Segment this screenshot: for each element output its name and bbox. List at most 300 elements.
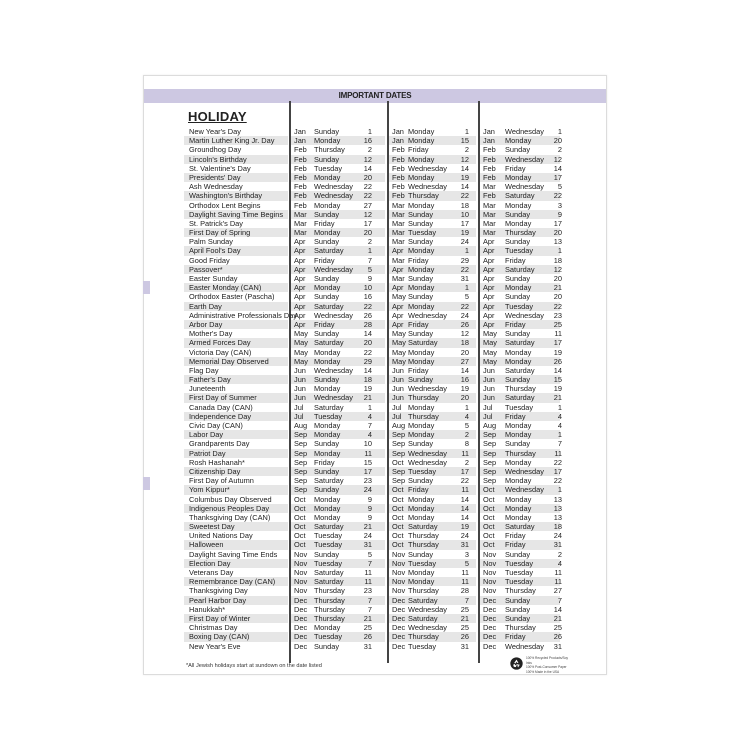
day-number: 27 bbox=[363, 200, 372, 210]
month: Apr bbox=[294, 319, 306, 329]
weekday: Sunday bbox=[408, 439, 434, 449]
month: Jul bbox=[294, 411, 304, 421]
month: Mar bbox=[392, 228, 405, 238]
month: Jun bbox=[294, 375, 306, 385]
weekday: Wednesday bbox=[314, 310, 353, 320]
holiday-name: Good Friday bbox=[189, 255, 230, 265]
day-number: 25 bbox=[363, 623, 372, 633]
weekday: Saturday bbox=[314, 402, 344, 412]
table-row bbox=[144, 550, 606, 559]
holiday-name: Orthodox Easter (Pascha) bbox=[189, 292, 275, 302]
day-number: 24 bbox=[553, 531, 562, 541]
month: Nov bbox=[294, 549, 308, 559]
weekday: Sunday bbox=[408, 329, 434, 339]
day-number: 28 bbox=[363, 319, 372, 329]
table-row bbox=[144, 338, 606, 347]
month: Jan bbox=[294, 136, 306, 146]
day-number: 20 bbox=[553, 292, 562, 302]
weekday: Monday bbox=[408, 172, 435, 182]
day-number: 11 bbox=[364, 577, 372, 587]
important-dates-banner: IMPORTANT DATES bbox=[144, 89, 606, 103]
day-number: 14 bbox=[363, 163, 372, 173]
month: Feb bbox=[483, 163, 496, 173]
day-number: 12 bbox=[363, 154, 372, 164]
weekday: Monday bbox=[314, 356, 341, 366]
weekday: Monday bbox=[314, 430, 341, 440]
day-number: 25 bbox=[460, 623, 469, 633]
weekday: Monday bbox=[408, 503, 435, 513]
month: May bbox=[483, 338, 497, 348]
day-number: 18 bbox=[460, 338, 469, 348]
day-number: 20 bbox=[363, 338, 372, 348]
weekday: Tuesday bbox=[408, 228, 437, 238]
weekday: Sunday bbox=[314, 237, 340, 247]
day-number: 1 bbox=[557, 402, 562, 412]
holiday-name: Thanksgiving Day bbox=[189, 586, 248, 596]
day-number: 19 bbox=[460, 522, 469, 532]
day-number: 11 bbox=[554, 448, 562, 458]
month: May bbox=[392, 338, 406, 348]
day-number: 2 bbox=[464, 430, 469, 440]
weekday: Saturday bbox=[505, 393, 535, 403]
weekday: Saturday bbox=[505, 522, 535, 532]
day-number: 26 bbox=[553, 632, 562, 642]
month: Mar bbox=[392, 200, 405, 210]
weekday: Friday bbox=[314, 218, 335, 228]
day-number: 4 bbox=[367, 430, 372, 440]
month: Apr bbox=[392, 310, 404, 320]
weekday: Friday bbox=[408, 145, 429, 155]
holiday-name: Father's Day bbox=[189, 375, 231, 385]
weekday: Thursday bbox=[505, 384, 536, 394]
weekday: Tuesday bbox=[505, 568, 534, 577]
table-row bbox=[144, 265, 606, 274]
weekday: Wednesday bbox=[505, 127, 544, 136]
weekday: Wednesday bbox=[408, 182, 447, 192]
weekday: Monday bbox=[408, 356, 435, 366]
holiday-name: Arbor Day bbox=[189, 319, 223, 329]
day-number: 20 bbox=[553, 274, 562, 283]
day-number: 4 bbox=[464, 411, 469, 421]
table-row bbox=[144, 623, 606, 632]
month: Nov bbox=[294, 558, 308, 568]
weekday: Wednesday bbox=[408, 163, 447, 173]
weekday: Sunday bbox=[505, 292, 531, 302]
month: Apr bbox=[294, 283, 306, 293]
day-number: 7 bbox=[367, 558, 372, 568]
holiday-name: St. Valentine's Day bbox=[189, 163, 251, 173]
weekday: Saturday bbox=[505, 365, 535, 375]
weekday: Sunday bbox=[408, 218, 434, 228]
weekday: Sunday bbox=[505, 145, 531, 155]
day-number: 25 bbox=[553, 623, 562, 633]
weekday: Tuesday bbox=[505, 402, 534, 412]
weekday: Friday bbox=[408, 255, 429, 265]
weekday: Wednesday bbox=[408, 384, 447, 394]
holiday-name: Pearl Harbor Day bbox=[189, 595, 247, 605]
day-number: 1 bbox=[557, 127, 562, 136]
weekday: Tuesday bbox=[314, 558, 343, 568]
day-number: 11 bbox=[461, 577, 469, 587]
holiday-name: Ash Wednesday bbox=[189, 182, 243, 192]
weekday: Monday bbox=[408, 246, 435, 256]
month: Apr bbox=[294, 274, 306, 283]
weekday: Sunday bbox=[314, 439, 340, 449]
month: Feb bbox=[294, 182, 307, 192]
day-number: 31 bbox=[363, 641, 372, 651]
table-row bbox=[144, 219, 606, 228]
table-row bbox=[144, 393, 606, 402]
holiday-name: Daylight Saving Time Ends bbox=[189, 549, 278, 559]
day-number: 13 bbox=[553, 503, 562, 513]
table-row bbox=[144, 614, 606, 623]
month: Oct bbox=[392, 512, 404, 522]
day-number: 23 bbox=[363, 586, 372, 596]
weekday: Thursday bbox=[408, 632, 439, 642]
table-row bbox=[144, 540, 606, 549]
recycle-icon bbox=[510, 657, 523, 670]
day-number: 17 bbox=[363, 466, 372, 476]
weekday: Sunday bbox=[314, 127, 340, 136]
day-number: 29 bbox=[460, 255, 469, 265]
weekday: Thursday bbox=[314, 595, 345, 605]
holiday-name: New Year's Day bbox=[189, 127, 241, 136]
table-row bbox=[144, 504, 606, 513]
day-number: 7 bbox=[367, 595, 372, 605]
weekday: Sunday bbox=[505, 274, 531, 283]
table-row bbox=[144, 256, 606, 265]
holiday-title: HOLIDAY bbox=[188, 109, 247, 124]
weekday: Wednesday bbox=[314, 393, 353, 403]
weekday: Thursday bbox=[408, 540, 439, 550]
month: Sep bbox=[392, 439, 406, 449]
table-row bbox=[144, 384, 606, 393]
day-number: 20 bbox=[553, 228, 562, 238]
holiday-name: Armed Forces Day bbox=[189, 338, 251, 348]
weekday: Tuesday bbox=[505, 558, 534, 568]
day-number: 22 bbox=[363, 347, 372, 357]
weekday: Monday bbox=[408, 577, 435, 587]
month: Dec bbox=[483, 623, 497, 633]
day-number: 17 bbox=[553, 172, 562, 182]
day-number: 5 bbox=[367, 264, 372, 274]
month: Feb bbox=[392, 191, 405, 201]
weekday: Wednesday bbox=[314, 264, 353, 274]
month: Jun bbox=[294, 393, 306, 403]
month: Oct bbox=[483, 540, 495, 550]
holiday-name: Halloween bbox=[189, 540, 224, 550]
weekday: Tuesday bbox=[408, 641, 437, 651]
weekday: Monday bbox=[505, 421, 532, 430]
weekday: Tuesday bbox=[505, 301, 534, 311]
month: Oct bbox=[392, 494, 404, 504]
holiday-name: Orthodox Lent Begins bbox=[189, 200, 261, 210]
weekday: Sunday bbox=[505, 439, 531, 449]
table-row bbox=[144, 302, 606, 311]
day-number: 4 bbox=[557, 558, 562, 568]
month: Apr bbox=[294, 301, 306, 311]
weekday: Wednesday bbox=[505, 641, 544, 651]
weekday: Saturday bbox=[505, 191, 535, 201]
holiday-name: Veterans Day bbox=[189, 568, 234, 577]
month: Feb bbox=[483, 172, 496, 182]
day-number: 12 bbox=[553, 154, 562, 164]
weekday: Wednesday bbox=[505, 310, 544, 320]
month: Mar bbox=[392, 237, 405, 247]
day-number: 21 bbox=[553, 283, 562, 293]
month: Oct bbox=[294, 512, 306, 522]
month: Feb bbox=[392, 163, 405, 173]
weekday: Tuesday bbox=[408, 558, 437, 568]
day-number: 26 bbox=[363, 632, 372, 642]
day-number: 4 bbox=[557, 421, 562, 430]
weekday: Sunday bbox=[408, 375, 434, 385]
weekday: Monday bbox=[505, 356, 532, 366]
month: Oct bbox=[392, 522, 404, 532]
weekday: Monday bbox=[408, 264, 435, 274]
weekday: Sunday bbox=[505, 595, 531, 605]
day-number: 1 bbox=[367, 246, 372, 256]
month: Dec bbox=[483, 613, 497, 623]
weekday: Tuesday bbox=[314, 163, 343, 173]
month: Dec bbox=[392, 604, 406, 614]
weekday: Sunday bbox=[314, 549, 340, 559]
holiday-name: Martin Luther King Jr. Day bbox=[189, 136, 275, 146]
day-number: 20 bbox=[553, 136, 562, 146]
weekday: Thursday bbox=[314, 604, 345, 614]
holiday-name: Election Day bbox=[189, 558, 231, 568]
day-number: 31 bbox=[553, 540, 562, 550]
day-number: 19 bbox=[553, 384, 562, 394]
holiday-name: United Nations Day bbox=[189, 531, 253, 541]
holiday-name: Lincoln's Birthday bbox=[189, 154, 247, 164]
weekday: Thursday bbox=[505, 623, 536, 633]
day-number: 14 bbox=[553, 163, 562, 173]
month: May bbox=[392, 329, 406, 339]
month: Sep bbox=[483, 448, 497, 458]
month: Oct bbox=[392, 485, 404, 495]
weekday: Friday bbox=[314, 319, 335, 329]
month: Jan bbox=[294, 127, 306, 136]
holiday-name: April Fool's Day bbox=[189, 246, 241, 256]
table-row bbox=[144, 458, 606, 467]
day-number: 11 bbox=[461, 448, 469, 458]
day-number: 16 bbox=[363, 136, 372, 146]
weekday: Sunday bbox=[505, 549, 531, 559]
weekday: Monday bbox=[314, 503, 341, 513]
holiday-name: Juneteenth bbox=[189, 384, 226, 394]
weekday: Monday bbox=[505, 200, 532, 210]
month: Sep bbox=[483, 439, 497, 449]
day-number: 26 bbox=[553, 356, 562, 366]
day-number: 14 bbox=[363, 365, 372, 375]
table-row bbox=[144, 357, 606, 366]
month: Nov bbox=[483, 568, 497, 577]
table-row bbox=[144, 173, 606, 182]
weekday: Thursday bbox=[408, 191, 439, 201]
day-number: 14 bbox=[460, 365, 469, 375]
month: Apr bbox=[294, 264, 306, 274]
day-number: 7 bbox=[367, 255, 372, 265]
weekday: Sunday bbox=[314, 209, 340, 219]
month: Sep bbox=[392, 448, 406, 458]
day-number: 21 bbox=[363, 393, 372, 403]
day-number: 24 bbox=[460, 237, 469, 247]
table-row bbox=[144, 348, 606, 357]
table-row bbox=[144, 449, 606, 458]
month: Oct bbox=[483, 503, 495, 513]
month: Dec bbox=[483, 595, 497, 605]
day-number: 21 bbox=[553, 393, 562, 403]
table-row bbox=[144, 136, 606, 145]
weekday: Sunday bbox=[314, 329, 340, 339]
table-row bbox=[144, 164, 606, 173]
day-number: 2 bbox=[367, 145, 372, 155]
table-row bbox=[144, 283, 606, 292]
month: Mar bbox=[294, 218, 307, 228]
holiday-name: Mother's Day bbox=[189, 329, 233, 339]
month: Oct bbox=[483, 531, 495, 541]
weekday: Monday bbox=[408, 512, 435, 522]
day-number: 19 bbox=[460, 172, 469, 182]
holiday-name: St. Patrick's Day bbox=[189, 218, 243, 228]
weekday: Tuesday bbox=[505, 246, 534, 256]
holiday-name: Columbus Day Observed bbox=[189, 494, 272, 504]
table-row bbox=[144, 292, 606, 301]
weekday: Monday bbox=[408, 283, 435, 293]
day-number: 22 bbox=[363, 191, 372, 201]
table-row bbox=[144, 439, 606, 448]
month: Mar bbox=[392, 209, 405, 219]
weekday: Thursday bbox=[408, 586, 439, 596]
day-number: 9 bbox=[367, 494, 372, 504]
month: Sep bbox=[294, 466, 308, 476]
month: Apr bbox=[483, 310, 495, 320]
day-number: 16 bbox=[363, 292, 372, 302]
holiday-name: Easter Sunday bbox=[189, 274, 238, 283]
day-number: 9 bbox=[557, 209, 562, 219]
weekday: Tuesday bbox=[314, 632, 343, 642]
table-row bbox=[144, 522, 606, 531]
weekday: Saturday bbox=[314, 522, 344, 532]
table-row bbox=[144, 605, 606, 614]
day-number: 12 bbox=[553, 264, 562, 274]
day-number: 2 bbox=[557, 549, 562, 559]
month: Aug bbox=[483, 421, 497, 430]
month: Nov bbox=[483, 558, 497, 568]
table-row bbox=[144, 127, 606, 136]
day-number: 18 bbox=[553, 522, 562, 532]
holiday-name: First Day of Spring bbox=[189, 228, 251, 238]
weekday: Saturday bbox=[408, 595, 438, 605]
month: Apr bbox=[483, 283, 495, 293]
table-row bbox=[144, 559, 606, 568]
day-number: 13 bbox=[553, 237, 562, 247]
month: Dec bbox=[483, 604, 497, 614]
table-row bbox=[144, 329, 606, 338]
weekday: Sunday bbox=[314, 375, 340, 385]
month: Feb bbox=[392, 145, 405, 155]
weekday: Monday bbox=[408, 154, 435, 164]
weekday: Monday bbox=[314, 200, 341, 210]
month: Dec bbox=[483, 632, 497, 642]
holiday-name: First Day of Winter bbox=[189, 613, 251, 623]
table-row bbox=[144, 182, 606, 191]
weekday: Friday bbox=[505, 163, 526, 173]
weekday: Monday bbox=[505, 457, 532, 467]
table-row bbox=[144, 586, 606, 595]
month: Jul bbox=[392, 411, 402, 421]
table-row bbox=[144, 246, 606, 255]
day-number: 1 bbox=[464, 246, 469, 256]
month: May bbox=[294, 347, 308, 357]
month: Nov bbox=[483, 577, 497, 587]
table-row bbox=[144, 412, 606, 421]
day-number: 18 bbox=[460, 200, 469, 210]
month: Apr bbox=[483, 264, 495, 274]
day-number: 19 bbox=[460, 228, 469, 238]
holiday-name: Yom Kippur* bbox=[189, 485, 230, 495]
day-number: 31 bbox=[460, 540, 469, 550]
day-number: 7 bbox=[367, 604, 372, 614]
day-number: 4 bbox=[367, 411, 372, 421]
holiday-name: Canada Day (CAN) bbox=[189, 402, 253, 412]
day-number: 4 bbox=[557, 411, 562, 421]
month: Jun bbox=[483, 365, 495, 375]
month: May bbox=[294, 356, 308, 366]
day-number: 12 bbox=[460, 154, 469, 164]
table-row bbox=[144, 191, 606, 200]
weekday: Monday bbox=[408, 301, 435, 311]
month: Dec bbox=[392, 632, 406, 642]
month: Oct bbox=[483, 512, 495, 522]
weekday: Sunday bbox=[408, 209, 434, 219]
weekday: Monday bbox=[314, 512, 341, 522]
weekday: Wednesday bbox=[314, 191, 353, 201]
holiday-name: Labor Day bbox=[189, 430, 224, 440]
month: Apr bbox=[392, 264, 404, 274]
holiday-name: Thanksgiving Day (CAN) bbox=[189, 512, 271, 522]
weekday: Tuesday bbox=[314, 531, 343, 541]
day-number: 23 bbox=[553, 310, 562, 320]
day-number: 14 bbox=[363, 329, 372, 339]
month: Sep bbox=[483, 466, 497, 476]
day-number: 20 bbox=[460, 393, 469, 403]
holiday-name: Sweetest Day bbox=[189, 522, 235, 532]
day-number: 14 bbox=[460, 163, 469, 173]
holiday-name: Passover* bbox=[189, 264, 223, 274]
table-row bbox=[144, 375, 606, 384]
month: Dec bbox=[392, 613, 406, 623]
weekday: Friday bbox=[505, 255, 526, 265]
month: Nov bbox=[483, 586, 497, 596]
month: Dec bbox=[294, 641, 308, 651]
month: Apr bbox=[483, 292, 495, 302]
holiday-name: Washington's Birthday bbox=[189, 191, 263, 201]
weekday: Wednesday bbox=[505, 466, 544, 476]
month: Feb bbox=[294, 154, 307, 164]
month: Dec bbox=[294, 604, 308, 614]
holiday-name: Civic Day (CAN) bbox=[189, 421, 243, 430]
month: Oct bbox=[294, 503, 306, 513]
month: Oct bbox=[483, 522, 495, 532]
weekday: Sunday bbox=[314, 485, 340, 495]
day-number: 10 bbox=[460, 209, 469, 219]
month: Jul bbox=[483, 411, 493, 421]
month: Jul bbox=[392, 402, 402, 412]
day-number: 26 bbox=[460, 632, 469, 642]
day-number: 2 bbox=[367, 237, 372, 247]
